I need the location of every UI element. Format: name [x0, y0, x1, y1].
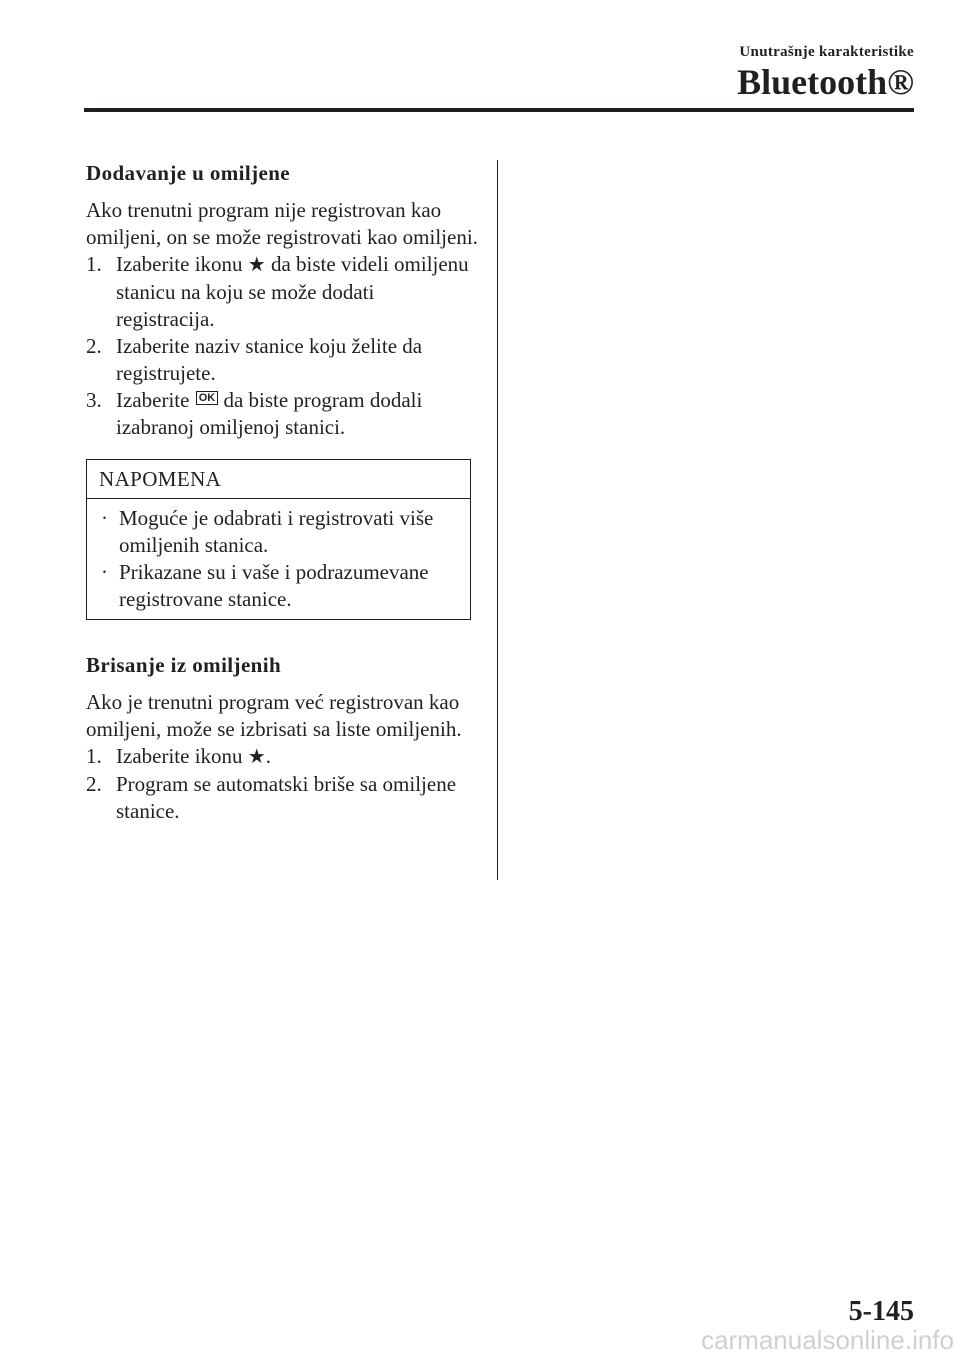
note-heading: NAPOMENA	[87, 460, 470, 499]
step-text-after: .	[265, 744, 271, 768]
header-section-label: Unutrašnje karakteristike	[739, 44, 914, 60]
step-text-after: da biste program dodali izabranoj omiljenoj stanici.	[116, 388, 423, 439]
step-text-before: Izaberite ikonu	[116, 744, 243, 768]
column-divider	[497, 160, 498, 880]
add-step-1	[86, 251, 478, 333]
header-title: Bluetooth®	[737, 62, 914, 102]
step-number: 3.	[86, 388, 102, 412]
note-item: · Moguće je odabrati i registrovati više omiljenih stanica.	[101, 506, 434, 557]
note-box	[86, 459, 471, 620]
add-favorites-heading: Dodavanje u omiljene	[86, 161, 290, 185]
ok-icon: OK	[196, 391, 219, 405]
add-step-2	[86, 333, 478, 387]
step-number: 2.	[86, 334, 102, 358]
star-icon: ★	[247, 254, 266, 276]
star-icon: ★	[247, 746, 266, 768]
watermark: carmanualsonline.info	[701, 1325, 954, 1355]
step-text: Program se automatski briše sa omiljene stanice.	[116, 772, 457, 823]
step-text-before: Izaberite ikonu	[116, 252, 243, 276]
page-number: 5-145	[848, 1296, 914, 1327]
delete-step-1	[86, 743, 478, 771]
bullet-icon: ·	[101, 506, 108, 530]
step-number: 2.	[86, 772, 102, 796]
header-rule	[84, 108, 914, 112]
bullet-icon: ·	[101, 560, 108, 584]
delete-section	[86, 652, 478, 825]
add-favorites-intro: Ako trenutni program nije registrovan kao omiljeni, on se može registrovati kao omiljeni.	[86, 198, 478, 249]
delete-step-2	[86, 771, 478, 825]
step-text: Izaberite naziv stanice koju želite da registrujete.	[116, 334, 423, 385]
left-column	[86, 160, 478, 825]
delete-favorites-intro: Ako je trenutni program već registrovan kao omiljeni, može se izbrisati sa liste omiljenih.	[86, 690, 462, 741]
step-number: 1.	[86, 744, 102, 768]
step-text-before: Izaberite	[116, 388, 190, 412]
step-number: 1.	[86, 252, 102, 276]
add-step-3	[86, 387, 478, 441]
delete-favorites-heading: Brisanje iz omiljenih	[86, 653, 282, 677]
note-item: · Prikazane su i vaše i podrazumevane registrovane stanice.	[101, 560, 429, 611]
step-text-after: da biste videli omiljenu stanicu na koju se može dodati registracija.	[116, 252, 469, 331]
